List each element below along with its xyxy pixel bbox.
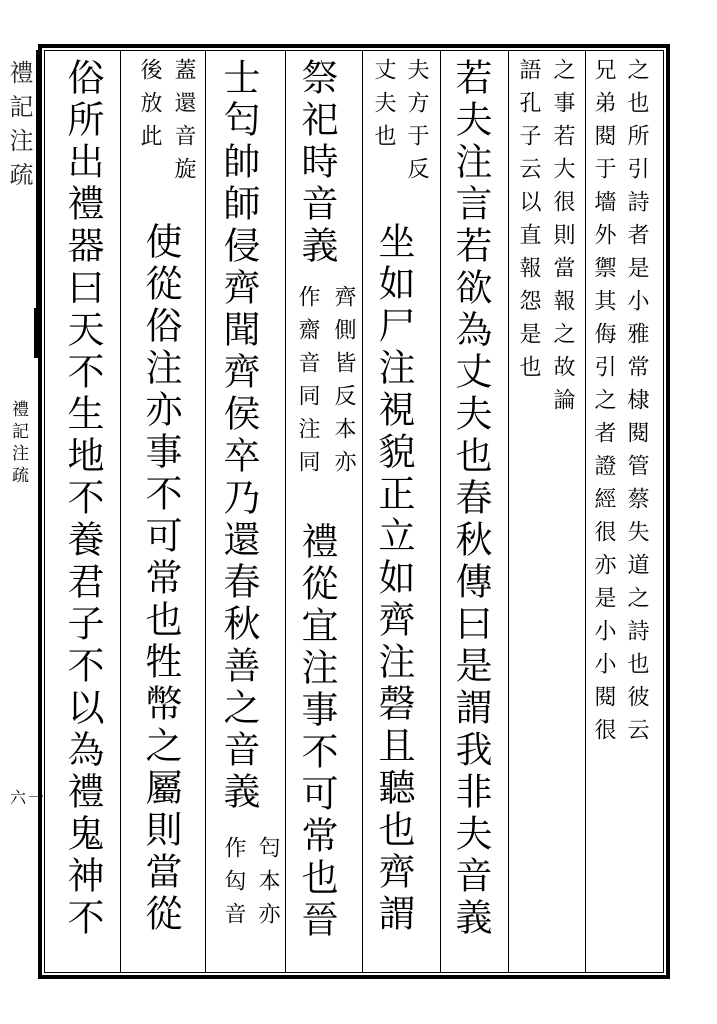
text-column bbox=[372, 58, 394, 157]
column-rule bbox=[508, 50, 509, 973]
large-text: 禮從宜注事不可常也晉 bbox=[295, 522, 338, 942]
text-column bbox=[332, 285, 354, 483]
small-text: 夫方于反 bbox=[404, 58, 429, 190]
column-rule bbox=[440, 50, 441, 973]
small-text: 語孔子云以直報怨是也 bbox=[516, 58, 541, 388]
text-column bbox=[295, 58, 338, 268]
text-column bbox=[592, 58, 614, 751]
large-text: 俗所出禮器曰天不生地不養君子不以為禮鬼神不 bbox=[61, 58, 104, 940]
margin-title: 禮記注疏 bbox=[8, 400, 28, 488]
column-rule bbox=[585, 50, 586, 973]
text-column bbox=[222, 836, 244, 935]
small-text: 兄弟閱于墻外禦其侮引之者證經很亦是小小閱很 bbox=[591, 58, 616, 751]
text-column bbox=[61, 58, 104, 940]
text-column bbox=[517, 58, 539, 388]
small-text: 匄本亦 bbox=[255, 836, 280, 935]
small-text: 丈夫也 bbox=[371, 58, 396, 157]
text-column bbox=[625, 58, 647, 751]
text-column bbox=[138, 58, 160, 157]
small-text: 之事若大很則當報之故論 bbox=[550, 58, 575, 421]
text-column bbox=[172, 58, 194, 190]
text-column bbox=[405, 58, 427, 190]
small-text: 作匃音 bbox=[221, 836, 246, 935]
small-text: 齊側皆反本亦 bbox=[331, 285, 356, 483]
small-text: 後放此 bbox=[137, 58, 162, 157]
large-text: 使從俗注亦事不可常也牲幣之屬則當從 bbox=[139, 222, 182, 936]
text-column bbox=[449, 58, 492, 940]
text-column bbox=[256, 836, 278, 935]
text-column bbox=[372, 222, 415, 936]
page-number: 六一 bbox=[10, 788, 47, 807]
text-column bbox=[139, 222, 182, 936]
column-rule bbox=[120, 50, 121, 973]
column-rule bbox=[285, 50, 286, 973]
small-text: 作齋音同注同 bbox=[295, 285, 320, 483]
text-column bbox=[551, 58, 573, 421]
large-text: 坐如尸注視貌正立如齊注磬且聽也齊謂 bbox=[372, 222, 415, 936]
text-column bbox=[217, 58, 260, 814]
large-text: 祭祀時音義 bbox=[295, 58, 338, 268]
column-rule bbox=[205, 50, 206, 973]
fold-chars: 禮記注疏 bbox=[5, 60, 33, 196]
text-column bbox=[295, 522, 338, 942]
column-rule bbox=[362, 50, 363, 973]
small-text: 蓋還音旋 bbox=[171, 58, 196, 190]
large-text: 士匄帥師侵齊聞齊侯卒乃還春秋善之音義 bbox=[217, 58, 260, 814]
small-text: 之也所引詩者是小雅常棣閱管蔡失道之詩也彼云 bbox=[624, 58, 649, 751]
text-column bbox=[296, 285, 318, 483]
large-text: 若夫注言若欲為丈夫也春秋傳曰是謂我非夫音義 bbox=[449, 58, 492, 940]
